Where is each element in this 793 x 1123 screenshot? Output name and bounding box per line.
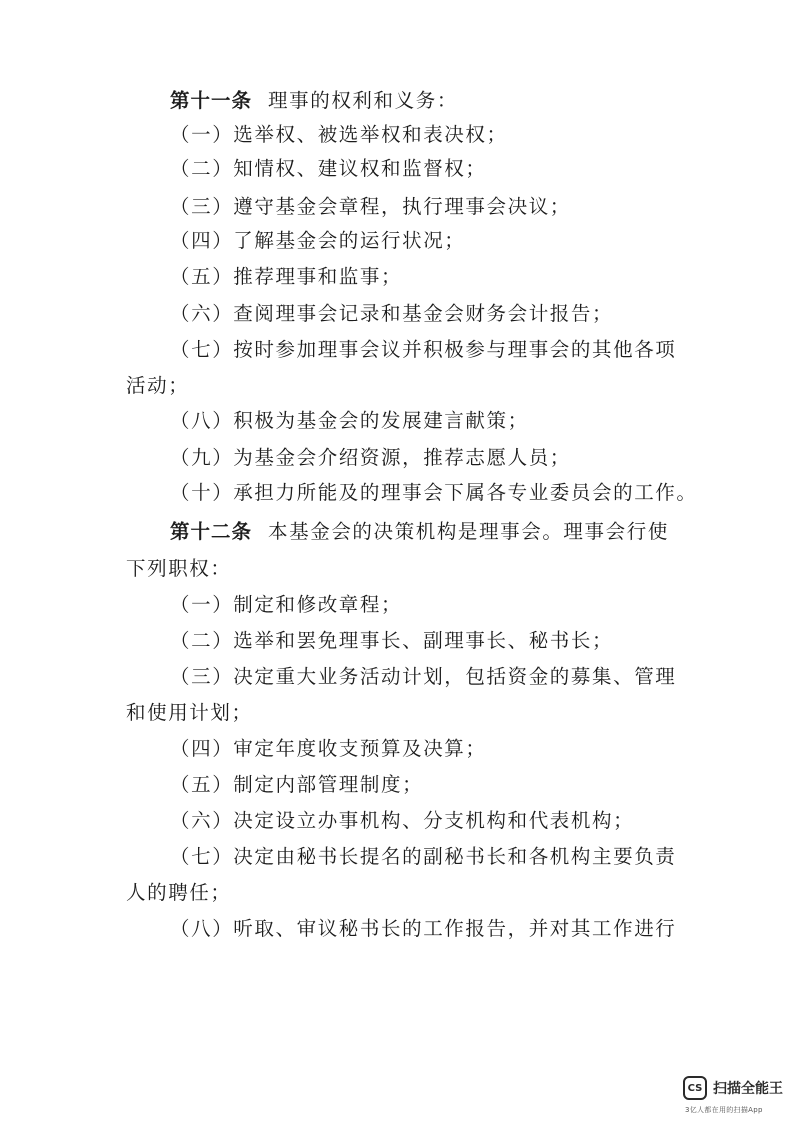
article-12-item: （二）选举和罢免理事长、副理事长、秘书长； <box>170 629 614 652</box>
article-12-title-continuation: 下列职权： <box>126 557 232 580</box>
article-11-heading <box>170 87 458 115</box>
article-11-item: （六）查阅理事会记录和基金会财务会计报告； <box>170 302 614 325</box>
article-12-item-continuation: 人的聘任； <box>126 881 232 904</box>
article-11-item: （七）按时参加理事会议并积极参与理事会的其他各项 <box>170 338 677 361</box>
article-11-item: （九）为基金会介绍资源，推荐志愿人员； <box>170 446 571 469</box>
watermark-name: 扫描全能王 <box>713 1081 783 1097</box>
article-12-item: （一）制定和修改章程； <box>170 593 403 616</box>
article-12-item: （八）听取、审议秘书长的工作报告，并对其工作进行 <box>170 917 677 940</box>
article-11-item: （四）了解基金会的运行状况； <box>170 229 466 252</box>
article-12-number: 第十二条 <box>170 520 253 543</box>
article-12-item: （七）决定由秘书长提名的副秘书长和各机构主要负责 <box>170 845 677 868</box>
article-11-item: （一）选举权、被选举权和表决权； <box>170 123 508 146</box>
article-11-item: （十）承担力所能及的理事会下属各专业委员会的工作。 <box>170 481 698 504</box>
article-12-title: 本基金会的决策机构是理事会。理事会行使 <box>268 520 669 543</box>
article-12-item-continuation: 和使用计划； <box>126 701 253 724</box>
article-12-item: （五）制定内部管理制度； <box>170 773 424 796</box>
article-11-item: （二）知情权、建议权和监督权； <box>170 157 487 180</box>
watermark-tagline: 3亿人都在用的扫描App <box>685 1106 763 1114</box>
article-12-item: （四）审定年度收支预算及决算； <box>170 737 487 760</box>
article-11-item: （五）推荐理事和监事； <box>170 265 403 288</box>
article-11-item: （八）积极为基金会的发展建言献策； <box>170 409 529 432</box>
article-12-heading <box>170 518 669 546</box>
article-11-item-continuation: 活动； <box>126 374 190 397</box>
scanner-watermark <box>683 1076 783 1116</box>
camscanner-logo-icon: CS <box>683 1076 707 1100</box>
article-12-item: （六）决定设立办事机构、分支机构和代表机构； <box>170 809 635 832</box>
article-11-title: 理事的权利和义务： <box>268 89 458 112</box>
article-11-item: （三）遵守基金会章程，执行理事会决议； <box>170 195 571 218</box>
article-12-item: （三）决定重大业务活动计划，包括资金的募集、管理 <box>170 665 677 688</box>
article-11-number: 第十一条 <box>170 89 253 112</box>
